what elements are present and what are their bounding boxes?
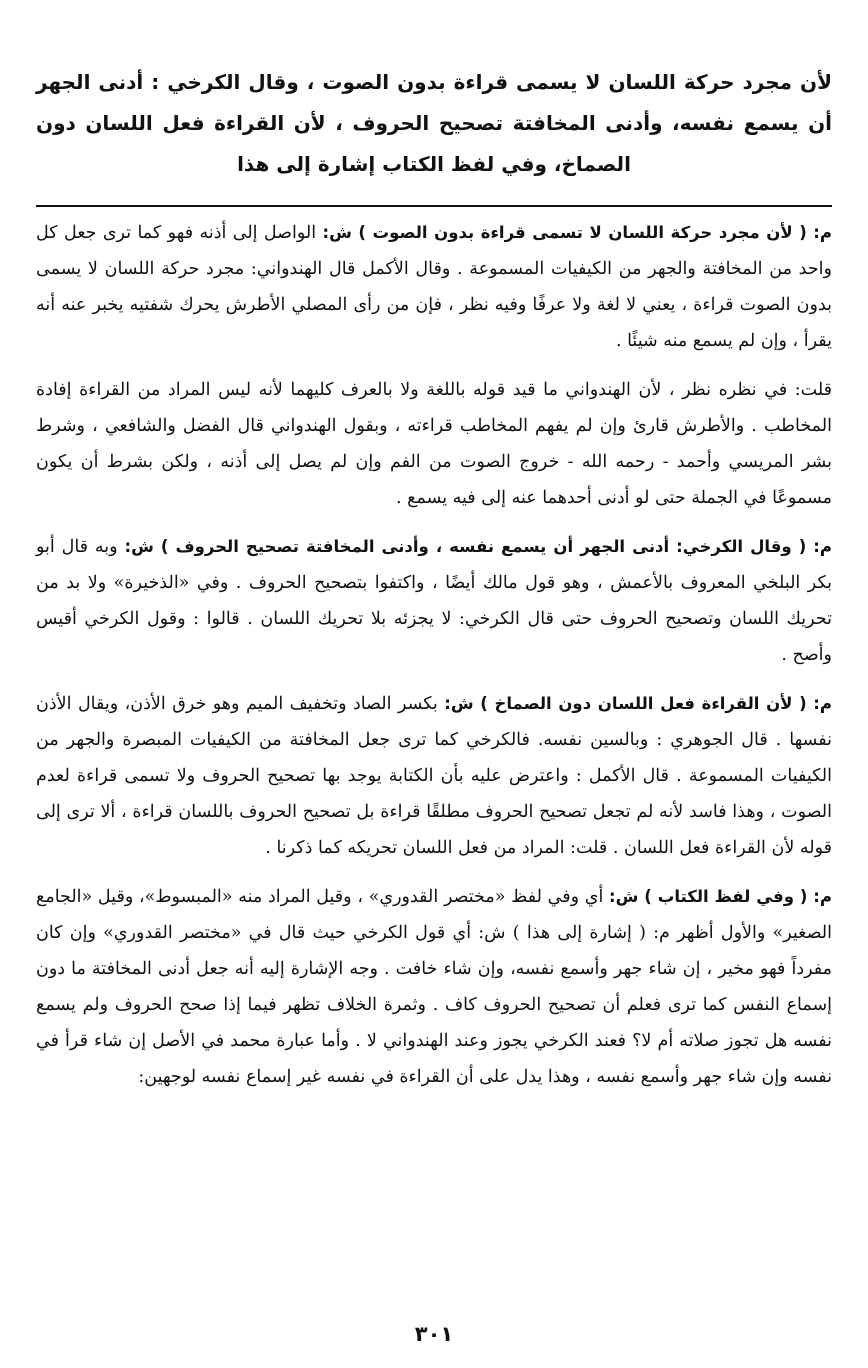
commentary-paragraph (36, 529, 832, 673)
paragraph-body: الواصل إلى أذنه فهو كما ترى جعل كل واحد من المخافتة والجهر من الكيفيات المسموعة . وقال الأكمل قال الهندواني: مجرد حركة اللسان لا يسمى بدون الصوت قراءة ، يعني لا لغة ولا عرفًا وفيه نظر ، فإن من رأى المصلي الأطرش يحرك شفتيه يخبر عنه أنه يقرأ ، وإن لم يسمع منه شيئًا . (36, 223, 832, 351)
paragraph-lead: م: ( لأن القراءة فعل اللسان دون الصماخ ) ش: (444, 694, 832, 713)
paragraph-lead: م: ( وفي لفظ الكتاب ) ش: (609, 887, 832, 906)
paragraph-lead: م: ( لأن مجرد حركة اللسان لا تسمى قراءة بدون الصوت ) ش: (322, 223, 832, 242)
matn-text: لأن مجرد حركة اللسان لا يسمى قراءة بدون الصوت ، وقال الكرخي : أدنى الجهر أن يسمع نفسه، وأدنى المخافتة تصحيح الحروف ، لأن القراءة فعل اللسان دون الصماخ، وفي لفظ الكتاب إشارة إلى هذا (36, 70, 832, 176)
commentary-paragraph (36, 686, 832, 866)
paragraph-body: أي وفي لفظ «مختصر القدوري» ، وقيل المراد منه «المبسوط»، وقيل «الجامع الصغير» والأول أظهر م: ( إشارة إلى هذا ) ش: أي قول الكرخي حيث قال في «مختصر القدوري» وإن كان مفرداً فهو مخير ، إن شاء جهر وأسمع نفسه، وإن شاء خافت . وجه الإشارة إليه أنه جعل أدنى المخافتة ما دون إسماع النفس كما ترى فعلم أن تصحيح الحروف كاف . وثمرة الخلاف تظهر فيما إذا صحح الحروف ولم يسمع نفسه هل تجوز صلاته أم لا؟ فعند الكرخي يجوز وعند الهندواني لا . وأما عبارة محمد في الأصل إن شاء قرأ في نفسه وإن شاء جهر وأسمع نفسه ، وهذا يدل على أن القراءة في نفسه غير إسماع نفسه لوجهين: (36, 887, 832, 1087)
paragraph-body: بكسر الصاد وتخفيف الميم وهو خرق الأذن، ويقال الأذن نفسها . قال الجوهري : وبالسين نفسه. فالكرخي كما ترى جعل المخافتة من الكيفيات المبصرة والجهر من الكيفيات المسموعة . قال الأكمل : واعترض عليه بأن الكتابة يوجد بها تصحيح الحروف ولا تسمى قراءة لعدم الصوت ، وهذا فاسد لأنه لم تجعل تصحيح الحروف مطلقًا قراءة بل تصحيح الحروف باللسان قراءة ، ألا ترى إلى قوله لأن القراءة فعل اللسان . قلت: المراد من فعل اللسان تحريكه كما ذكرنا . (36, 694, 832, 858)
commentary (36, 215, 832, 1095)
commentary-paragraph (36, 215, 832, 359)
book-page (36, 62, 832, 1108)
commentary-paragraph (36, 372, 832, 516)
paragraph-body: وبه قال أبو بكر البلخي المعروف بالأعمش ، وهو قول مالك أيضًا ، واكتفوا بتصحيح الحروف . وفي «الذخيرة» ولا بد من تحريك اللسان وتصحيح الحروف حتى قال الكرخي: لا يجزئه بلا تحريك اللسان . قالوا : وقول الكرخي أقيس وأصح . (36, 537, 832, 665)
commentary-paragraph (36, 879, 832, 1095)
paragraph-lead: م: ( وقال الكرخي: أدنى الجهر أن يسمع نفسه ، وأدنى المخافتة تصحيح الحروف ) ش: (124, 537, 833, 556)
page-number: ٣٠١ (414, 1322, 454, 1346)
separator-line (36, 205, 832, 207)
paragraph-body: قلت: في نظره نظر ، لأن الهندواني ما قيد قوله باللغة ولا بالعرف كليهما لأنه ليس المراد من القراءة إفادة المخاطب . والأطرش قارئ وإن لم يفهم المخاطب قراءته ، وبقول الهندواني قال الفضل والشافعي ، وشرط بشر المريسي وأحمد - رحمه الله - خروج الصوت من الفم وإن لم يصل إلى أذنه ، ولكن بشرط أن يكون مسموعًا في الجملة حتى لو أدنى أحدهما عنه إلى فيه يسمع . (36, 380, 832, 508)
